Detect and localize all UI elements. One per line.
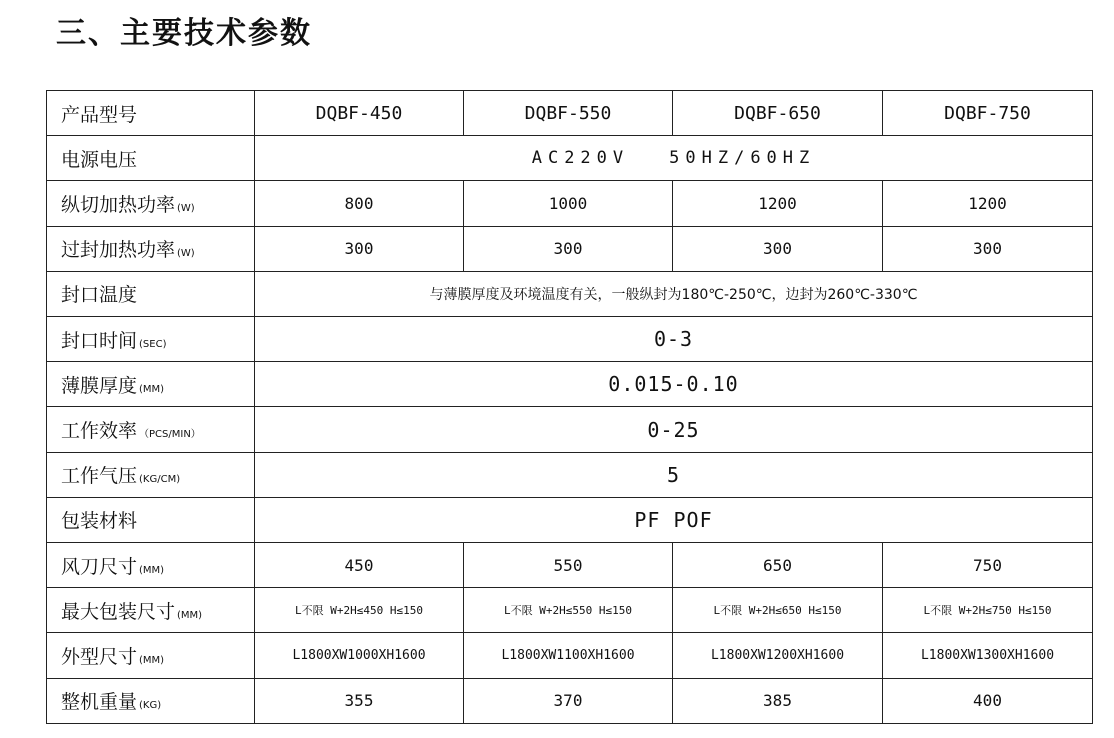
value-cell: 1000 xyxy=(464,181,673,226)
table-row-cut-power xyxy=(47,181,1093,226)
value-cell: L不限 W+2H≤650 H≤150 xyxy=(673,588,883,633)
row-label-film: 薄膜厚度 (MM) xyxy=(47,362,255,407)
row-label-weight: 整机重量 (KG) xyxy=(47,678,255,723)
unit-label: (W) xyxy=(177,203,195,214)
value-cell: 300 xyxy=(255,226,464,271)
unit-label: (W) xyxy=(177,248,195,260)
table-row-weight xyxy=(47,678,1093,723)
unit-label: (MM) xyxy=(177,609,203,621)
row-label-pressure: 工作气压 (KG/CM) xyxy=(47,452,255,497)
value-cell: 450 xyxy=(255,543,464,588)
unit-label: （PCS/MIN） xyxy=(139,429,201,441)
table-row-material xyxy=(47,497,1093,542)
row-label-outer: 外型尺寸 (MM) xyxy=(47,633,255,678)
seal-temp-value: 与薄膜厚度及环境温度有关，一般纵封为180℃-250℃，边封为260℃-330℃ xyxy=(255,271,1093,316)
row-label-max-size: 最大包装尺寸 (MM) xyxy=(47,588,255,633)
voltage-frequency: 50HZ/60HZ xyxy=(669,148,816,169)
voltage-ac: AC220V xyxy=(531,148,630,169)
value-cell: 400 xyxy=(883,678,1093,723)
row-label-model: 产品型号 xyxy=(47,91,255,136)
table-row-seal-power xyxy=(47,226,1093,271)
row-label-seal-temp: 封口温度 xyxy=(47,271,255,316)
value-cell: 355 xyxy=(255,678,464,723)
value-cell: L1800XW1000XH1600 xyxy=(255,633,464,678)
table-row-seal-time xyxy=(47,317,1093,362)
table-row-model xyxy=(47,91,1093,136)
model-cell: DQBF-650 xyxy=(673,91,883,136)
value-cell: 750 xyxy=(883,543,1093,588)
unit-label: (KG/CM) xyxy=(139,474,181,486)
row-label-efficiency: 工作效率 （PCS/MIN） xyxy=(47,407,255,452)
row-label-voltage: 电源电压 xyxy=(47,136,255,181)
table-row-outer xyxy=(47,633,1093,678)
value-cell: L1800XW1300XH1600 xyxy=(883,633,1093,678)
table-row-max-size xyxy=(47,588,1093,633)
row-label-material: 包装材料 xyxy=(47,497,255,542)
value-cell: 300 xyxy=(883,226,1093,271)
unit-label: (KG) xyxy=(139,700,162,712)
value-cell: L1800XW1200XH1600 xyxy=(673,633,883,678)
value-cell: 1200 xyxy=(883,181,1093,226)
model-cell: DQBF-550 xyxy=(464,91,673,136)
row-label-seal-time: 封口时间 (SEC) xyxy=(47,317,255,362)
unit-label: (MM) xyxy=(139,564,165,576)
film-value: 0.015-0.10 xyxy=(255,362,1093,407)
table-row-film xyxy=(47,362,1093,407)
unit-label: (MM) xyxy=(139,655,165,667)
value-cell: 550 xyxy=(464,543,673,588)
table-row-seal-temp xyxy=(47,271,1093,316)
value-cell: 650 xyxy=(673,543,883,588)
value-cell: 1200 xyxy=(673,181,883,226)
row-label-knife: 风刀尺寸 (MM) xyxy=(47,543,255,588)
table-row-efficiency xyxy=(47,407,1093,452)
material-value: PF POF xyxy=(255,497,1093,542)
row-label-cut-power: 纵切加热功率 (W) xyxy=(47,181,255,226)
value-cell: 300 xyxy=(673,226,883,271)
unit-label: (SEC) xyxy=(139,338,167,350)
pressure-value: 5 xyxy=(255,452,1093,497)
unit-label: (MM) xyxy=(139,383,165,395)
value-cell: 385 xyxy=(673,678,883,723)
model-cell: DQBF-750 xyxy=(883,91,1093,136)
value-cell: 370 xyxy=(464,678,673,723)
value-cell: L1800XW1100XH1600 xyxy=(464,633,673,678)
model-cell: DQBF-450 xyxy=(255,91,464,136)
spec-table xyxy=(46,90,1093,724)
value-cell: L不限 W+2H≤550 H≤150 xyxy=(464,588,673,633)
row-label-seal-power: 过封加热功率 (W) xyxy=(47,226,255,271)
page-title: 三、主要技术参数 xyxy=(56,16,312,51)
seal-time-value: 0-3 xyxy=(255,317,1093,362)
table-row-voltage xyxy=(47,136,1093,181)
voltage-value xyxy=(255,136,1093,181)
table-row-knife xyxy=(47,543,1093,588)
value-cell: L不限 W+2H≤450 H≤150 xyxy=(255,588,464,633)
table-row-pressure xyxy=(47,452,1093,497)
value-cell: 800 xyxy=(255,181,464,226)
value-cell: L不限 W+2H≤750 H≤150 xyxy=(883,588,1093,633)
efficiency-value: 0-25 xyxy=(255,407,1093,452)
value-cell: 300 xyxy=(464,226,673,271)
